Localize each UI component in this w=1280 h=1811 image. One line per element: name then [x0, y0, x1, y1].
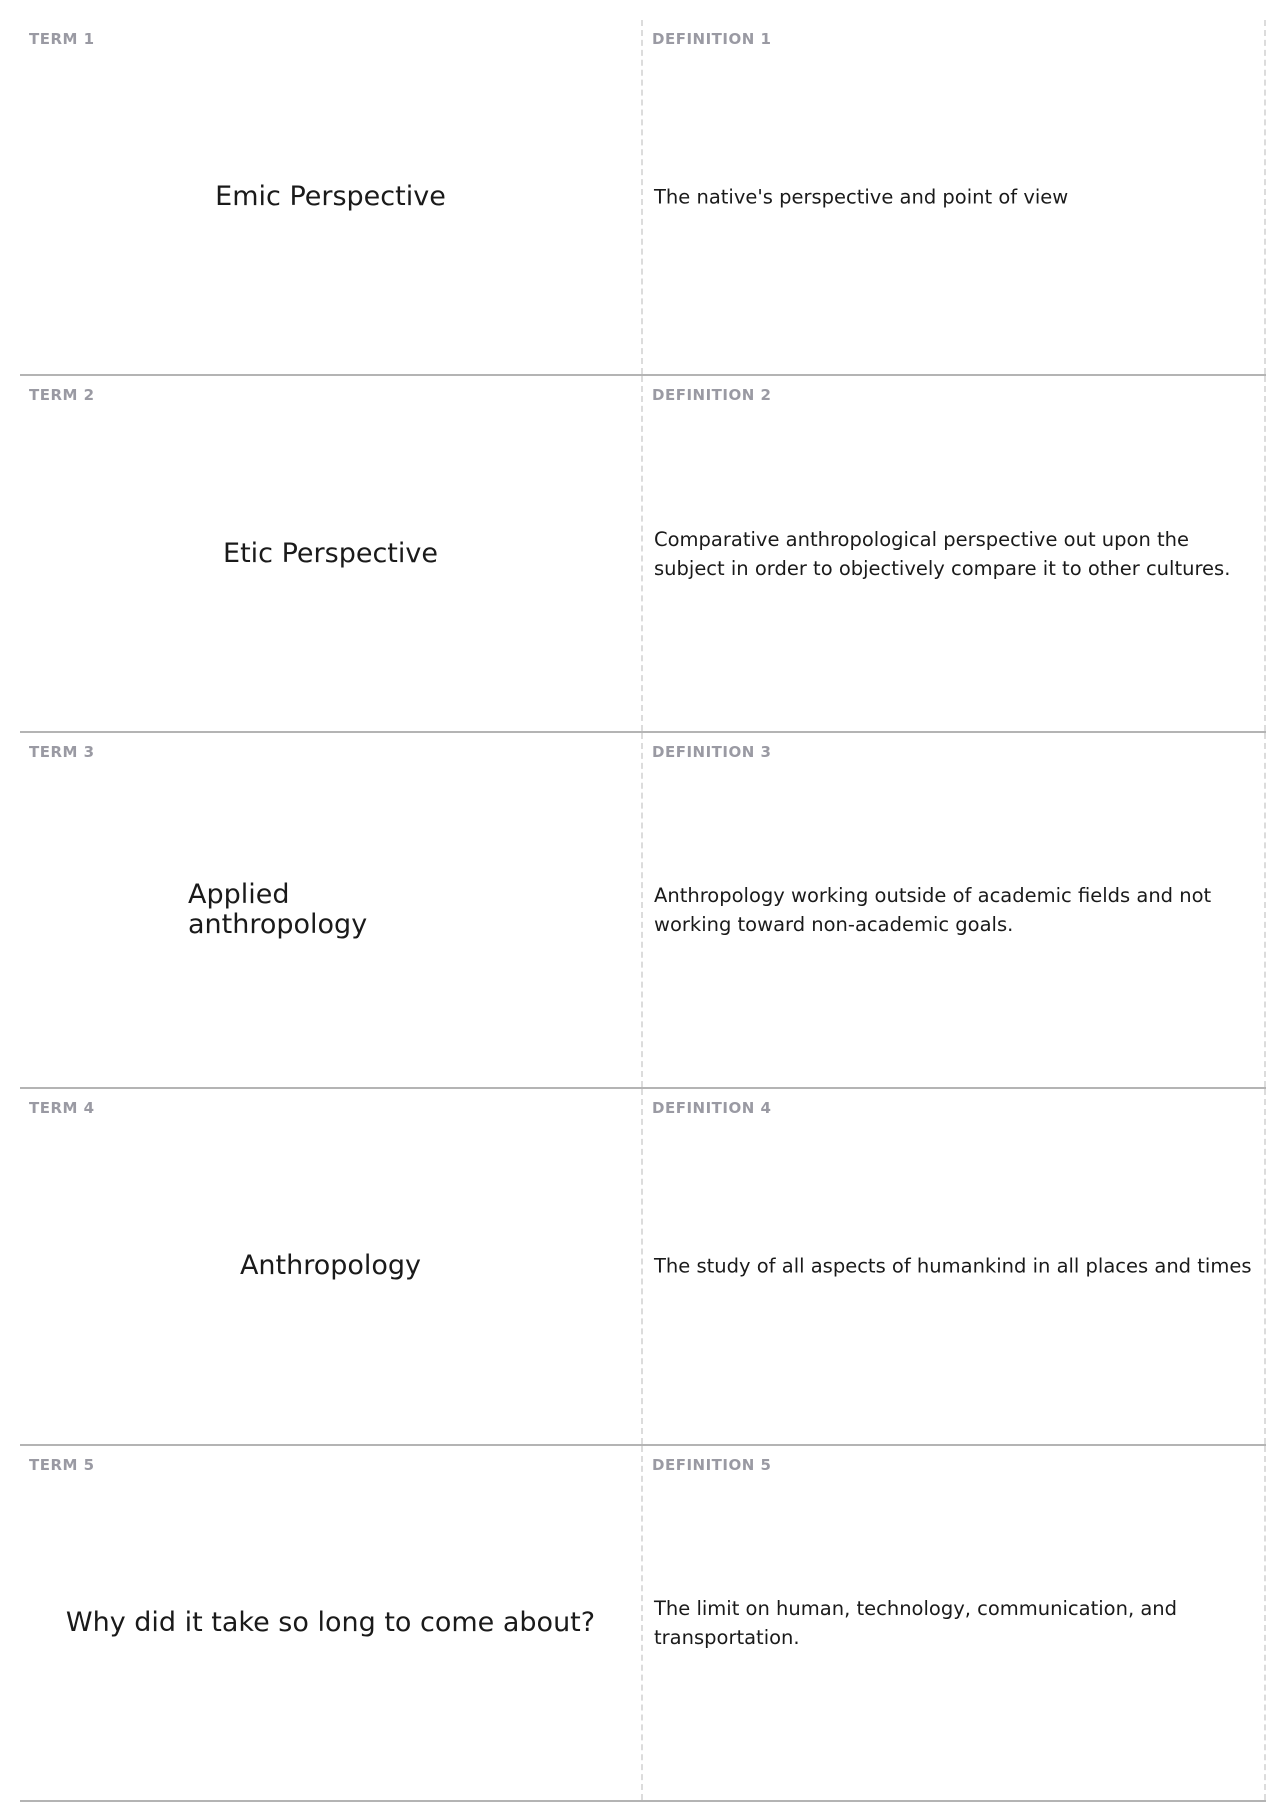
term-cell	[20, 20, 643, 374]
flashcard-row	[20, 376, 1266, 732]
flashcard-sheet	[20, 20, 1266, 1802]
definition-label: DEFINITION 4	[652, 1099, 772, 1118]
flashcard-row	[20, 20, 1266, 376]
flashcard-row	[20, 1446, 1266, 1802]
definition-cell	[643, 20, 1266, 374]
term-cell	[20, 1446, 643, 1800]
term-label: TERM 4	[29, 1099, 95, 1118]
definition-text: Anthropology working outside of academic fields and not working toward non-academic goals.	[654, 883, 1212, 936]
term-text: Anthropology	[239, 1250, 422, 1282]
definition-text: The limit on human, technology, communication, and transportation.	[654, 1596, 1178, 1649]
definition-label: DEFINITION 2	[652, 386, 772, 405]
term-cell	[20, 376, 643, 730]
term-text: Etic Perspective	[223, 537, 438, 569]
term-cell	[20, 733, 643, 1087]
definition-cell	[643, 376, 1266, 730]
definition-label: DEFINITION 3	[652, 742, 772, 761]
term-label: TERM 3	[29, 742, 95, 761]
definition-cell	[643, 1089, 1266, 1443]
definition-label: DEFINITION 1	[652, 30, 772, 48]
flashcard-row	[20, 1089, 1266, 1445]
term-cell	[20, 1089, 643, 1443]
definition-text: The study of all aspects of humankind in all places and times	[654, 1254, 1252, 1278]
definition-cell	[643, 1446, 1266, 1800]
definition-cell	[643, 733, 1266, 1087]
term-text: Why did it take so long to come about?	[65, 1606, 596, 1638]
flashcard-row	[20, 733, 1266, 1089]
term-text: Applied anthropology	[188, 878, 368, 940]
term-label: TERM 5	[29, 1455, 95, 1474]
term-label: TERM 2	[29, 386, 95, 405]
definition-text: Comparative anthropological perspective out upon the subject in order to objectively compare it to other cultures.	[654, 527, 1231, 580]
definition-label: DEFINITION 5	[652, 1455, 772, 1474]
term-label: TERM 1	[29, 30, 95, 48]
term-text: Emic Perspective	[215, 181, 446, 213]
definition-text: The native's perspective and point of view	[654, 185, 1069, 209]
